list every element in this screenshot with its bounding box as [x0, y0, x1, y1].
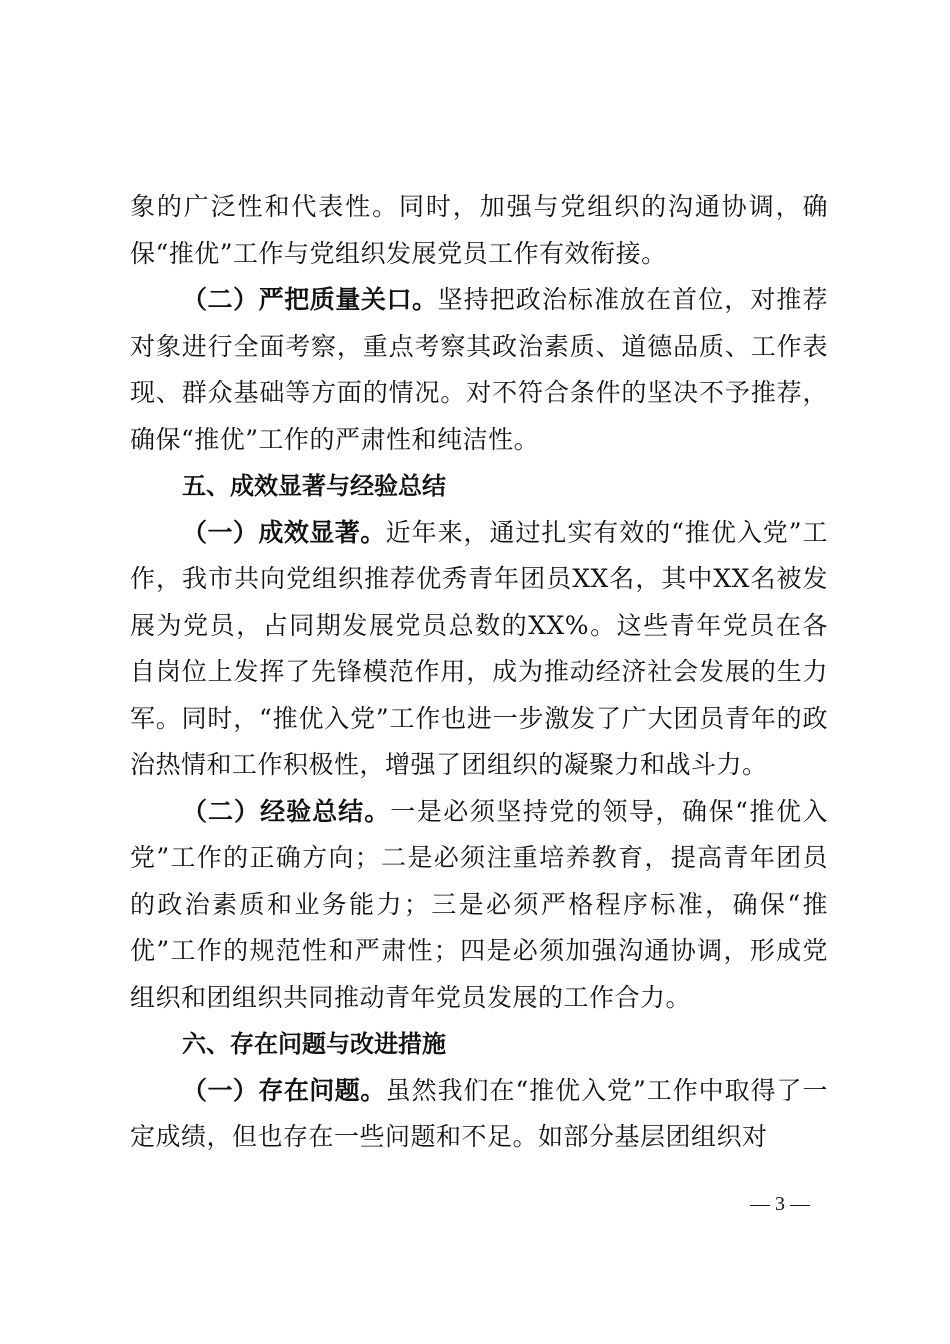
paragraph-lead-notable-results: （一）成效显著。 [182, 517, 386, 547]
paragraph-text-existing-problems: 虽然我们在“推优入党”工作中取得了一定成绩，但也存在一些问题和不足。如部分基层团组织对 [130, 1075, 828, 1151]
document-body [130, 184, 828, 1161]
paragraph-continuation: 象的广泛性和代表性。同时，加强与党组织的沟通协调，确保“推优”工作与党组织发展党员工作有效衔接。 [130, 192, 828, 268]
paragraph-notable-results [130, 510, 828, 789]
paragraph-lead-quality-control: （二）严把质量关口。 [182, 285, 438, 314]
paragraph-text-notable-results: 近年来，通过扎实有效的“推优入党”工作，我市共向党组织推荐优秀青年团员XX名，其中XX名被发展为党员，占同期发展党员总数的XX%。这些青年党员在各自岗位上发挥了先锋模范作用，成为推动经济社会发展的生力军。同时，“推优入党”工作也进一步激发了广大团员青年的政治热情和工作积极性，增强了团组织的凝聚力和战斗力。 [130, 517, 828, 779]
paragraph-experience-summary [130, 789, 828, 1022]
section-heading-problems: 六、存在问题与改进措施 [182, 1030, 446, 1058]
paragraph-lead-existing-problems: （一）存在问题。 [182, 1075, 386, 1105]
page-number: — 3 — [750, 1193, 810, 1215]
paragraph-text-experience-summary: 一是必须坚持党的领导，确保“推优入党”工作的正确方向；二是必须注重培养教育，提高青年团员的政治素质和业务能力；三是必须严格程序标准，确保“推优”工作的规范性和严肃性；四是必须加强沟通协调，形成党组织和团组织共同推动青年党员发展的工作合力。 [130, 796, 828, 1012]
paragraph-text-quality-control: 坚持把政治标准放在首位，对推荐对象进行全面考察，重点考察其政治素质、道德品质、工作表现、群众基础等方面的情况。对不符合条件的坚决不予推荐，确保“推优”工作的严肃性和纯洁性。 [130, 285, 828, 454]
paragraph-quality-control [130, 277, 828, 463]
paragraph-lead-experience-summary: （二）经验总结。 [182, 796, 391, 826]
paragraph-existing-problems [130, 1068, 828, 1161]
section-heading-results: 五、成效显著与经验总结 [182, 472, 446, 500]
